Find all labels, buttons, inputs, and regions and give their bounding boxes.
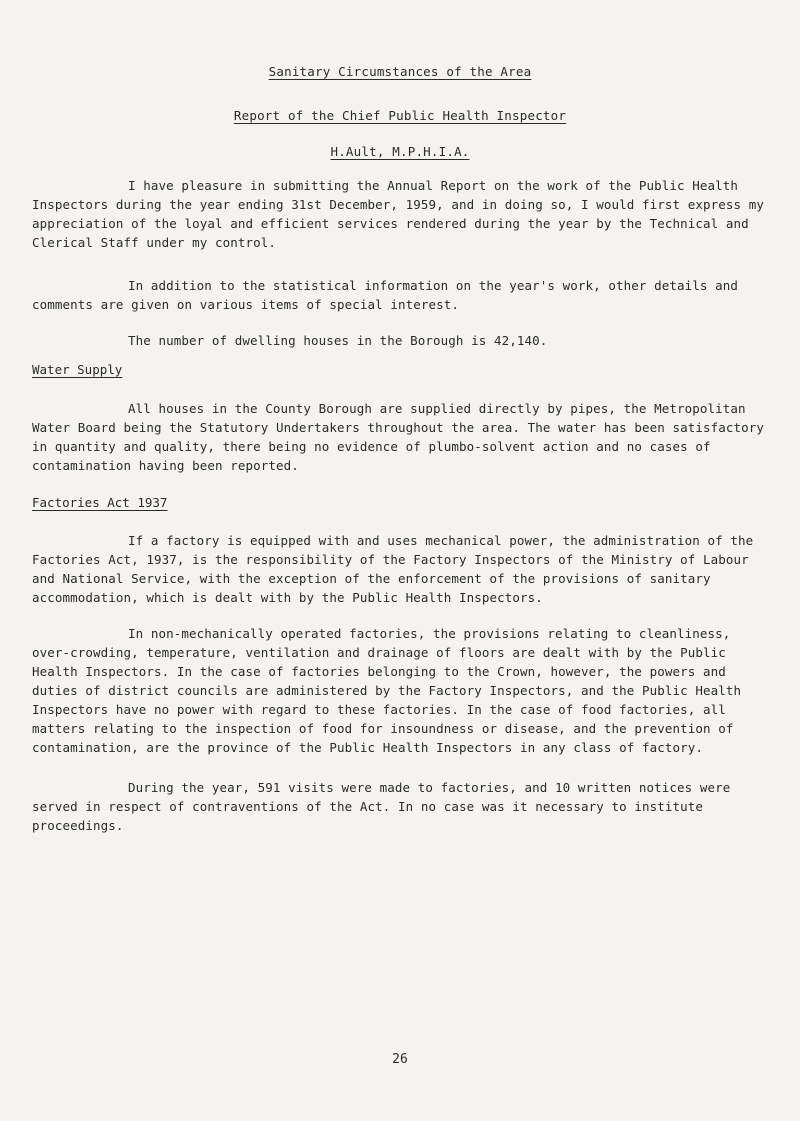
- report-subtitle: Report of the Chief Public Health Inspector: [233, 108, 567, 123]
- factories-act-heading: Factories Act 1937: [32, 495, 168, 510]
- factories-paragraph-2: In non-mechanically operated factories, the provisions relating to cleanliness, over-crowding, temperature, ventilation and drainage of floors are dealt with by the Public Health Inspectors. In the case of factories belonging to the Crown, however, the powers and duties of district councils are administered by the Factory Inspectors, and the Public Health Inspectors have no power with regard to these factories. In the case of food factories, all matters relating to the inspection of food for insoundness or disease, and the prevention of contamination, are the province of the Public Health Inspectors in any class of factory.: [32, 626, 742, 755]
- author-name: H.Ault, M.P.H.I.A.: [330, 144, 470, 159]
- factories-paragraph-1: If a factory is equipped with and uses mechanical power, the administration of the Factories Act, 1937, is the responsibility of the Factory Inspectors of the Ministry of Labour and National Service, with the exception of the enforcement of the provisions of sanitary accommodation, which is dealt with by the Public Health Inspectors.: [32, 533, 754, 605]
- page-title: Sanitary Circumstances of the Area: [268, 64, 532, 79]
- intro-paragraph-3: The number of dwelling houses in the Borough is 42,140.: [128, 333, 548, 348]
- water-supply-heading: Water Supply: [32, 362, 123, 377]
- intro-paragraph-2: In addition to the statistical information on the year's work, other details and comments are given on various items of special interest.: [32, 278, 739, 312]
- page-number: 26: [392, 1052, 408, 1067]
- water-supply-paragraph: All houses in the County Borough are supplied directly by pipes, the Metropolitan Water Board being the Statutory Undertakers throughout the area. The water has been satisfactory in quantity and quality, there being no evidence of plumbo-solvent action and no cases of contamination having been reported.: [32, 401, 765, 473]
- intro-paragraph-1: I have pleasure in submitting the Annual Report on the work of the Public Health Inspectors during the year ending 31st December, 1959, and in doing so, I would first express my appreciation of the loyal and efficient services rendered during the year by the Technical and Clerical Staff under my control.: [32, 178, 765, 250]
- factories-paragraph-3: During the year, 591 visits were made to factories, and 10 written notices were served in respect of contraventions of the Act. In no case was it necessary to institute proceedings.: [32, 780, 731, 833]
